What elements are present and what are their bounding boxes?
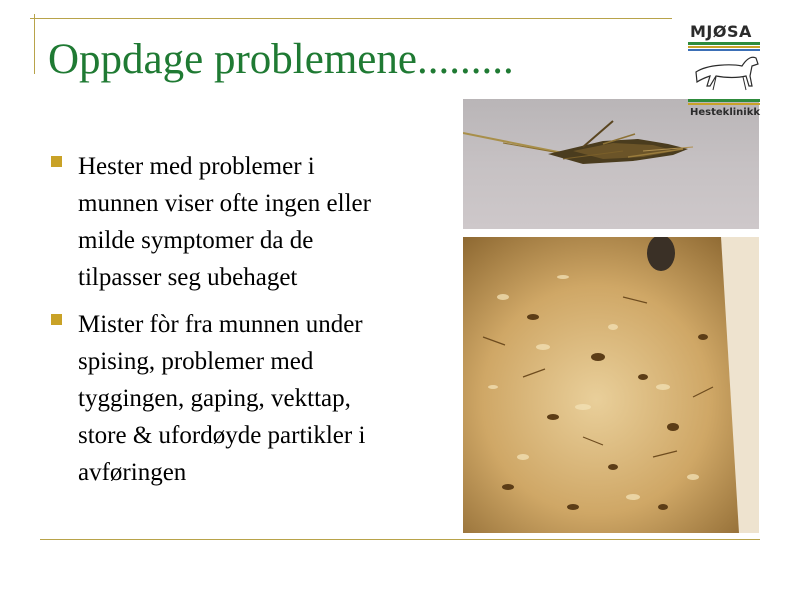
- bullet-list: [48, 148, 418, 501]
- logo-subtitle: Hesteklinikk: [690, 107, 761, 118]
- square-bullet-icon: [51, 156, 62, 167]
- bedding-photo-icon: [463, 237, 759, 533]
- bullet-text: Mister fòr fra munnen under spising, problemer med tyggingen, gaping, vekttap, store & ufordøyde partikler i avføringen: [78, 311, 366, 486]
- bullet-item: [48, 306, 418, 491]
- slide-frame-bottom-line: [40, 539, 760, 540]
- wood-shavings-bedding-photo: [463, 237, 759, 533]
- bullet-text: Hester med problemer i munnen viser ofte ingen eller milde symptomer da de tilpasser seg ubehaget: [78, 153, 371, 291]
- slide-title: Oppdage problemene.........: [48, 36, 514, 83]
- mjosa-hesteklinikk-logo: [686, 20, 764, 124]
- square-bullet-icon: [51, 314, 62, 325]
- slide-frame-left-line: [34, 14, 35, 74]
- logo-name: MJØSA: [690, 22, 752, 41]
- bullet-item: [48, 148, 418, 296]
- slide-frame-top-line: [30, 18, 672, 19]
